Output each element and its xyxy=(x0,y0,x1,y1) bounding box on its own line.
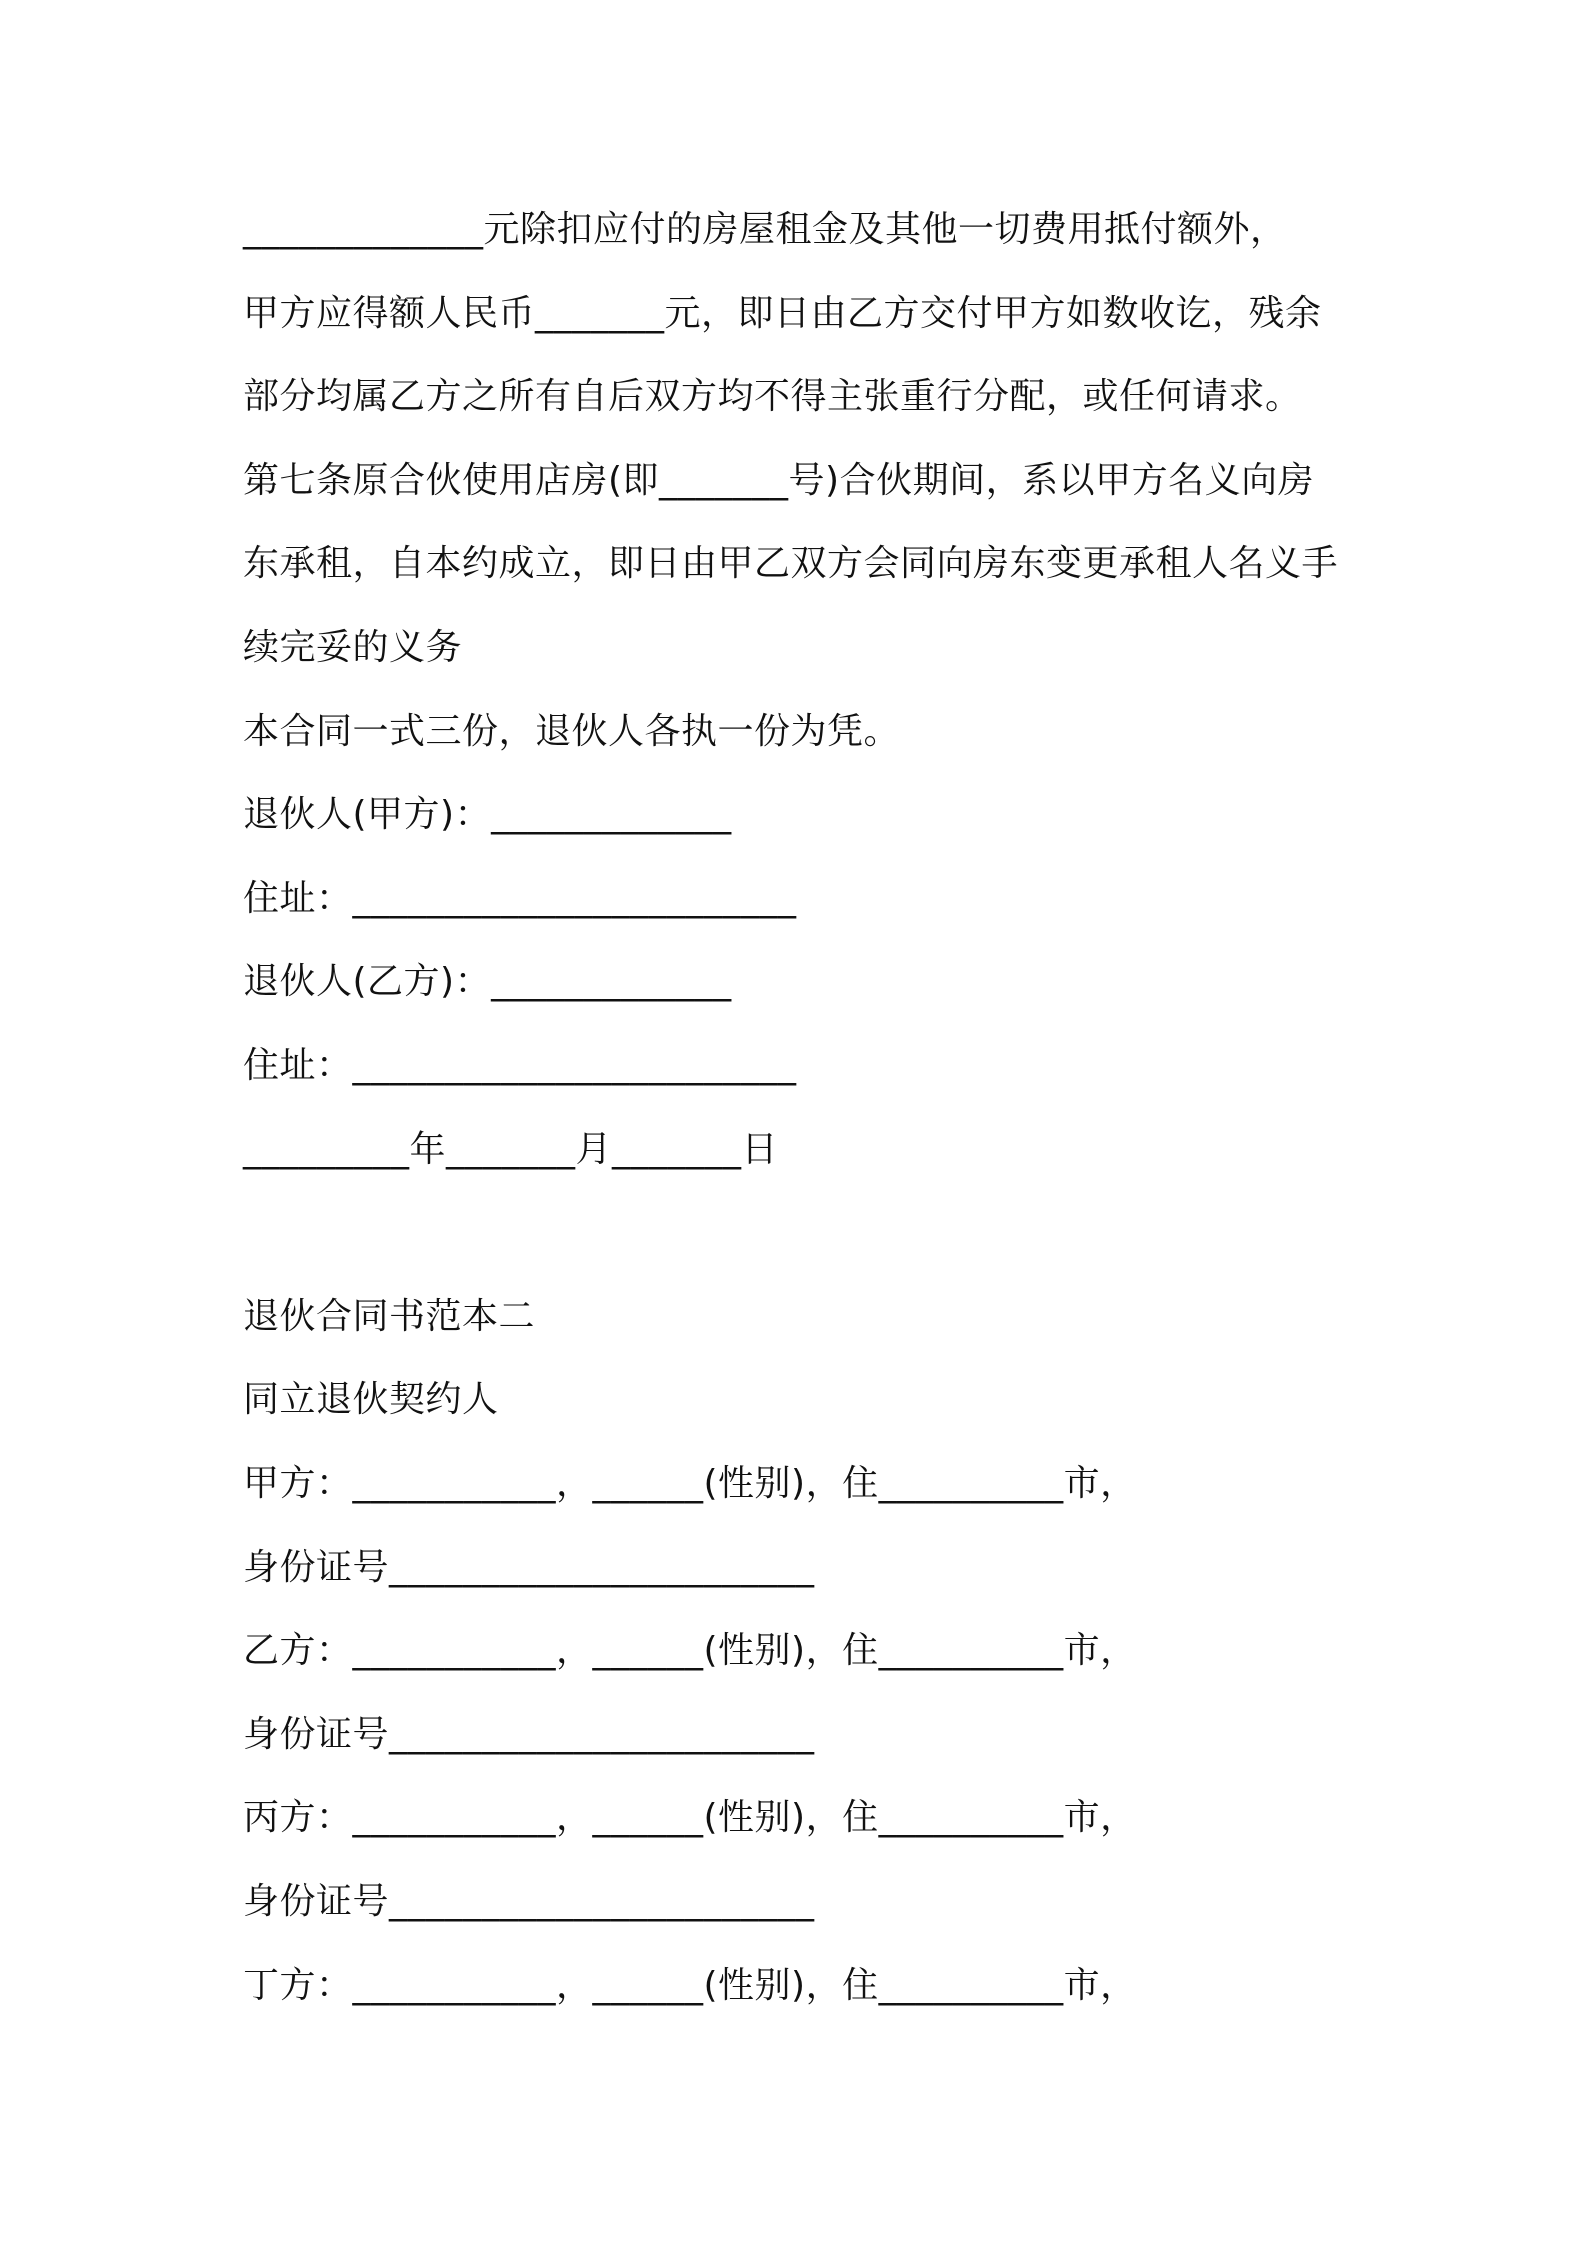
text-line: 东承租，自本约成立，即日由甲乙双方会同向房东变更承租人名义手 xyxy=(243,543,1339,584)
party-b-line: 乙方：___________，______(性别)，住__________市， xyxy=(243,1630,1137,1671)
id-number-line: 身份证号_______________________ xyxy=(243,1547,815,1588)
address-party-a: 住址：________________________ xyxy=(243,878,797,919)
party-d-line: 丁方：___________，______(性别)，住__________市， xyxy=(243,1965,1137,2006)
date-line: _________年_______月_______日 xyxy=(243,1129,778,1170)
signature-party-a: 退伙人(甲方)：_____________ xyxy=(243,794,732,835)
text-line: 第七条原合伙使用店房(即_______号)合伙期间，系以甲方名义向房 xyxy=(243,460,1315,501)
address-party-b: 住址：________________________ xyxy=(243,1045,797,1086)
text-line: 部分均属乙方之所有自后双方均不得主张重行分配，或任何请求。 xyxy=(243,376,1302,417)
text-line: 同立退伙契约人 xyxy=(243,1379,499,1420)
text-line: 本合同一式三份，退伙人各执一份为凭。 xyxy=(243,711,901,752)
party-a-line: 甲方：___________，______(性别)，住__________市， xyxy=(243,1463,1137,1504)
party-c-line: 丙方：___________，______(性别)，住__________市， xyxy=(243,1797,1137,1838)
text-line: 续完妥的义务 xyxy=(243,627,463,668)
id-number-line: 身份证号_______________________ xyxy=(243,1714,815,1755)
text-line: 甲方应得额人民币_______元，即日由乙方交付甲方如数收讫，残余 xyxy=(243,293,1322,334)
id-number-line: 身份证号_______________________ xyxy=(243,1881,815,1922)
text-line: _____________元除扣应付的房屋租金及其他一切费用抵付额外， xyxy=(243,209,1287,250)
section-title: 退伙合同书范本二 xyxy=(243,1296,536,1337)
signature-party-b: 退伙人(乙方)：_____________ xyxy=(243,961,732,1002)
